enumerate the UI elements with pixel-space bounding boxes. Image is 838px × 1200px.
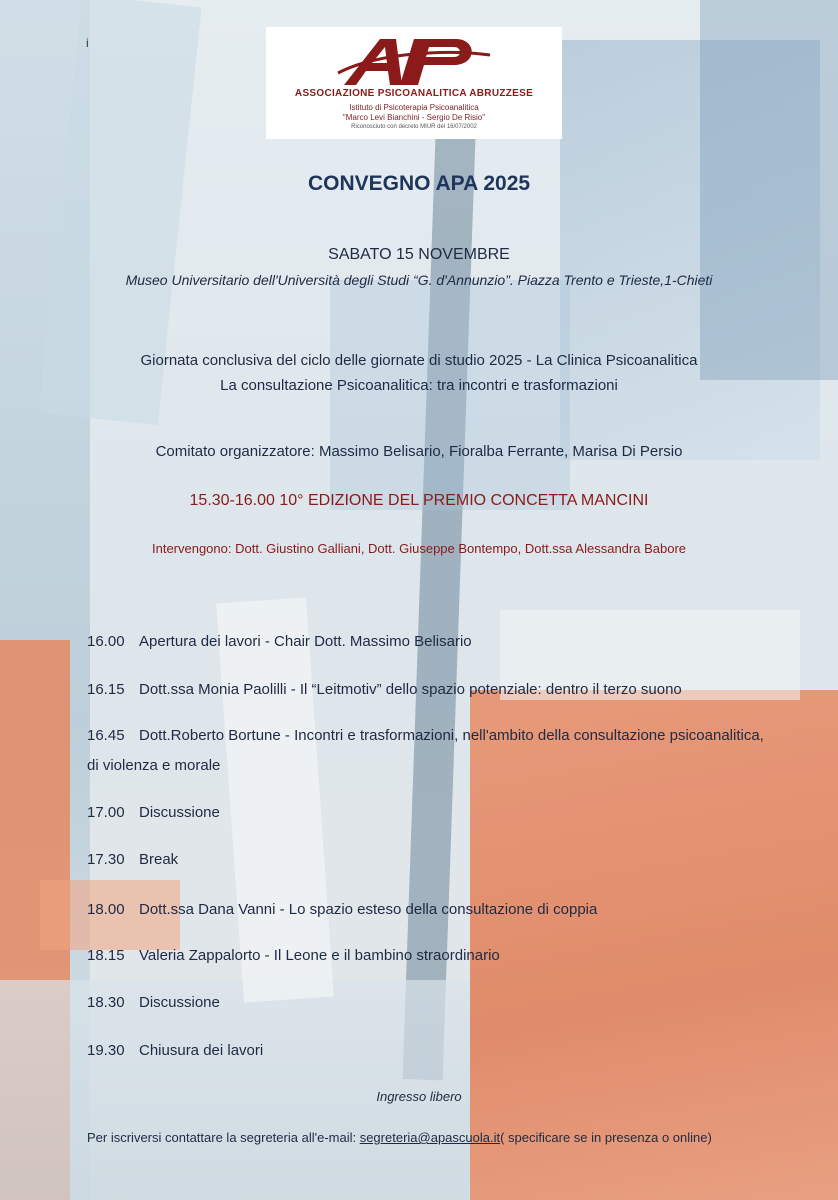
event-title: CONVEGNO APA 2025 — [307, 172, 531, 195]
program-text: Discussione — [139, 994, 220, 1011]
corner-mark: i — [86, 36, 89, 50]
free-entry-note: Ingresso libero — [376, 1089, 462, 1104]
program-text: Discussione — [139, 804, 220, 821]
organizing-committee: Comitato organizzatore: Massimo Belisario, Fioralba Ferrante, Marisa Di Persio — [155, 443, 683, 460]
program-time: 18.30 — [87, 994, 125, 1011]
program-item — [87, 947, 500, 964]
email-link[interactable]: segreteria@apascuola.it — [359, 1130, 501, 1145]
registration-note — [87, 1130, 712, 1145]
logo-line-1: ASSOCIAZIONE PSICOANALITICA ABRUZZESE — [294, 88, 534, 99]
registration-text: Per iscriversi contattare la segreteria all'e-mail: — [87, 1130, 360, 1145]
program-item — [87, 633, 472, 650]
logo-line-3: "Marco Levi Bianchini - Sergio De Risio" — [342, 113, 486, 122]
intro-line-1: Giornata conclusiva del ciclo delle giornate di studio 2025 - La Clinica Psicoanalitica — [140, 352, 698, 369]
logo-line-2: Istituto di Psicoterapia Psicoanalitica — [349, 103, 479, 112]
program-time: 19.30 — [87, 1042, 125, 1059]
program-item — [87, 681, 682, 698]
premio-speakers: Intervengono: Dott. Giustino Galliani, Dott. Giuseppe Bontempo, Dott.ssa Alessandra Babore — [151, 541, 687, 556]
program-text: Dott.Roberto Bortune - Incontri e trasformazioni, nell'ambito della consultazione psicoanalitica, — [139, 727, 764, 744]
program-text: Break — [139, 851, 179, 868]
program-time: 17.30 — [87, 851, 125, 868]
program-text: Dott.ssa Dana Vanni - Lo spazio esteso della consultazione di coppia — [139, 901, 598, 918]
program-item — [87, 994, 220, 1011]
apa-logo — [266, 27, 562, 139]
program-time: 16.45 — [87, 727, 125, 744]
program-item — [87, 1042, 263, 1059]
program-item — [87, 851, 178, 868]
event-date: SABATO 15 NOVEMBRE — [328, 246, 510, 263]
premio-heading: 15.30-16.00 10° EDIZIONE DEL PREMIO CONCETTA MANCINI — [189, 492, 649, 509]
program-item-continuation: di violenza e morale — [87, 757, 221, 774]
intro-line-2: La consultazione Psicoanalitica: tra incontri e trasformazioni — [220, 377, 618, 394]
logo-line-4: Riconosciuto con decreto MIUR del 16/07/2002 — [351, 124, 477, 130]
registration-suffix: ( specificare se in presenza o online) — [500, 1130, 712, 1145]
program-text: Dott.ssa Monia Paolilli - Il “Leitmotiv” dello spazio potenziale: dentro il terzo suono — [139, 681, 682, 698]
program-item — [87, 901, 597, 918]
program-item — [87, 804, 220, 821]
program-time: 17.00 — [87, 804, 125, 821]
program-text: Chiusura dei lavori — [139, 1042, 264, 1059]
program-time: 18.00 — [87, 901, 125, 918]
program-item — [87, 727, 764, 744]
ap-logo-mark — [336, 33, 492, 89]
program-time: 16.00 — [87, 633, 125, 650]
program-time: 18.15 — [87, 947, 125, 964]
program-text: Apertura dei lavori - Chair Dott. Massimo Belisario — [139, 633, 472, 650]
program-text: Valeria Zappalorto - Il Leone e il bambino straordinario — [139, 947, 500, 964]
event-venue: Museo Universitario dell'Università degli Studi “G. d'Annunzio”. Piazza Trento e Trieste,1-Chieti — [125, 272, 713, 288]
program-time: 16.15 — [87, 681, 125, 698]
